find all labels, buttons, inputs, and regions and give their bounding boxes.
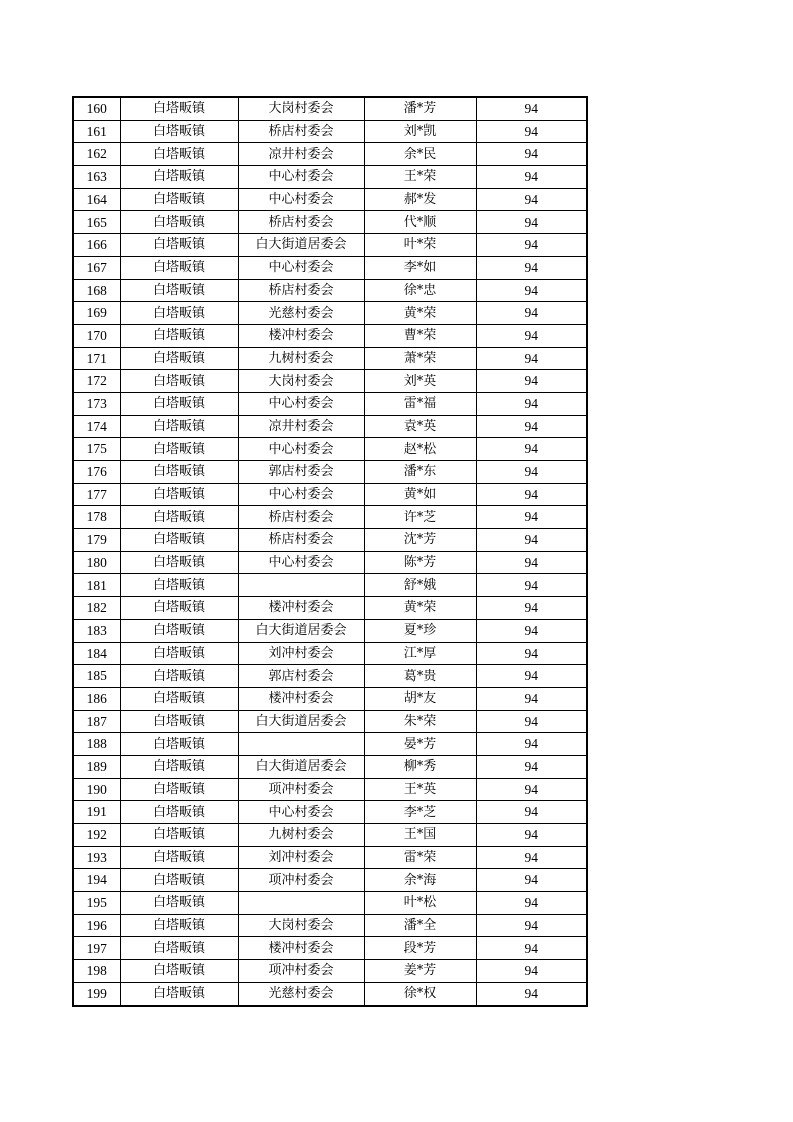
name-cell: 陈*芳 xyxy=(364,551,476,574)
score-cell: 94 xyxy=(476,234,587,257)
village-cell: 光慈村委会 xyxy=(238,982,364,1005)
score-cell: 94 xyxy=(476,415,587,438)
village-cell: 白大街道居委会 xyxy=(238,619,364,642)
table-row xyxy=(73,506,587,529)
table-row xyxy=(73,438,587,461)
row-number-cell: 172 xyxy=(73,370,120,393)
name-cell: 江*厚 xyxy=(364,642,476,665)
score-cell: 94 xyxy=(476,302,587,325)
town-cell: 白塔畈镇 xyxy=(120,415,238,438)
row-number-cell: 192 xyxy=(73,824,120,847)
row-number-cell: 193 xyxy=(73,846,120,869)
town-cell: 白塔畈镇 xyxy=(120,188,238,211)
score-cell: 94 xyxy=(476,256,587,279)
table-row xyxy=(73,937,587,960)
name-cell: 王*英 xyxy=(364,778,476,801)
village-cell: 大岗村委会 xyxy=(238,914,364,937)
name-cell: 徐*权 xyxy=(364,982,476,1005)
town-cell: 白塔畈镇 xyxy=(120,642,238,665)
village-cell: 项冲村委会 xyxy=(238,960,364,983)
village-cell: 大岗村委会 xyxy=(238,97,364,120)
village-cell: 刘冲村委会 xyxy=(238,846,364,869)
row-number-cell: 179 xyxy=(73,529,120,552)
table-row xyxy=(73,370,587,393)
score-cell: 94 xyxy=(476,801,587,824)
name-cell: 余*海 xyxy=(364,869,476,892)
table-row xyxy=(73,120,587,143)
village-cell: 凉井村委会 xyxy=(238,415,364,438)
name-cell: 黄*荣 xyxy=(364,597,476,620)
row-number-cell: 181 xyxy=(73,574,120,597)
row-number-cell: 198 xyxy=(73,960,120,983)
score-cell: 94 xyxy=(476,710,587,733)
village-cell: 桥店村委会 xyxy=(238,506,364,529)
town-cell: 白塔畈镇 xyxy=(120,143,238,166)
row-number-cell: 176 xyxy=(73,461,120,484)
village-cell: 九树村委会 xyxy=(238,824,364,847)
table-row xyxy=(73,256,587,279)
row-number-cell: 187 xyxy=(73,710,120,733)
village-cell: 郭店村委会 xyxy=(238,461,364,484)
town-cell: 白塔畈镇 xyxy=(120,869,238,892)
row-number-cell: 197 xyxy=(73,937,120,960)
village-cell: 光慈村委会 xyxy=(238,302,364,325)
table-row xyxy=(73,687,587,710)
village-cell: 桥店村委会 xyxy=(238,279,364,302)
name-cell: 袁*英 xyxy=(364,415,476,438)
row-number-cell: 175 xyxy=(73,438,120,461)
name-cell: 雷*福 xyxy=(364,392,476,415)
table-row xyxy=(73,846,587,869)
name-cell: 胡*友 xyxy=(364,687,476,710)
row-number-cell: 168 xyxy=(73,279,120,302)
name-cell: 徐*忠 xyxy=(364,279,476,302)
village-cell: 中心村委会 xyxy=(238,256,364,279)
row-number-cell: 180 xyxy=(73,551,120,574)
village-cell: 中心村委会 xyxy=(238,483,364,506)
name-cell: 曹*荣 xyxy=(364,324,476,347)
village-cell: 项冲村委会 xyxy=(238,869,364,892)
row-number-cell: 164 xyxy=(73,188,120,211)
town-cell: 白塔畈镇 xyxy=(120,529,238,552)
town-cell: 白塔畈镇 xyxy=(120,710,238,733)
table-row xyxy=(73,166,587,189)
name-cell: 李*芝 xyxy=(364,801,476,824)
row-number-cell: 183 xyxy=(73,619,120,642)
score-cell: 94 xyxy=(476,97,587,120)
table-row xyxy=(73,188,587,211)
row-number-cell: 163 xyxy=(73,166,120,189)
village-cell: 大岗村委会 xyxy=(238,370,364,393)
table-row xyxy=(73,960,587,983)
village-cell: 中心村委会 xyxy=(238,801,364,824)
table-row xyxy=(73,619,587,642)
table-row xyxy=(73,755,587,778)
name-cell: 叶*松 xyxy=(364,892,476,915)
town-cell: 白塔畈镇 xyxy=(120,324,238,347)
village-cell: 桥店村委会 xyxy=(238,211,364,234)
table-row xyxy=(73,302,587,325)
village-cell: 中心村委会 xyxy=(238,392,364,415)
score-cell: 94 xyxy=(476,937,587,960)
table-row xyxy=(73,914,587,937)
name-cell: 葛*贵 xyxy=(364,665,476,688)
score-cell: 94 xyxy=(476,982,587,1005)
town-cell: 白塔畈镇 xyxy=(120,302,238,325)
score-cell: 94 xyxy=(476,279,587,302)
town-cell: 白塔畈镇 xyxy=(120,506,238,529)
table-row xyxy=(73,483,587,506)
row-number-cell: 185 xyxy=(73,665,120,688)
village-cell: 中心村委会 xyxy=(238,166,364,189)
row-number-cell: 188 xyxy=(73,733,120,756)
town-cell: 白塔畈镇 xyxy=(120,574,238,597)
town-cell: 白塔畈镇 xyxy=(120,120,238,143)
score-cell: 94 xyxy=(476,869,587,892)
score-cell: 94 xyxy=(476,506,587,529)
score-cell: 94 xyxy=(476,642,587,665)
table-row xyxy=(73,597,587,620)
name-cell: 许*芝 xyxy=(364,506,476,529)
score-cell: 94 xyxy=(476,211,587,234)
name-cell: 段*芳 xyxy=(364,937,476,960)
row-number-cell: 182 xyxy=(73,597,120,620)
score-cell: 94 xyxy=(476,370,587,393)
score-cell: 94 xyxy=(476,892,587,915)
town-cell: 白塔畈镇 xyxy=(120,801,238,824)
row-number-cell: 166 xyxy=(73,234,120,257)
village-cell: 中心村委会 xyxy=(238,438,364,461)
row-number-cell: 169 xyxy=(73,302,120,325)
score-cell: 94 xyxy=(476,324,587,347)
name-cell: 晏*芳 xyxy=(364,733,476,756)
score-cell: 94 xyxy=(476,914,587,937)
town-cell: 白塔畈镇 xyxy=(120,733,238,756)
village-cell: 九树村委会 xyxy=(238,347,364,370)
row-number-cell: 171 xyxy=(73,347,120,370)
town-cell: 白塔畈镇 xyxy=(120,778,238,801)
town-cell: 白塔畈镇 xyxy=(120,597,238,620)
name-cell: 郝*发 xyxy=(364,188,476,211)
score-cell: 94 xyxy=(476,960,587,983)
name-cell: 雷*荣 xyxy=(364,846,476,869)
name-cell: 刘*英 xyxy=(364,370,476,393)
town-cell: 白塔畈镇 xyxy=(120,97,238,120)
table-row xyxy=(73,892,587,915)
town-cell: 白塔畈镇 xyxy=(120,256,238,279)
town-cell: 白塔畈镇 xyxy=(120,279,238,302)
town-cell: 白塔畈镇 xyxy=(120,438,238,461)
village-cell: 楼冲村委会 xyxy=(238,687,364,710)
table-row xyxy=(73,234,587,257)
name-cell: 赵*松 xyxy=(364,438,476,461)
score-cell: 94 xyxy=(476,392,587,415)
table-row xyxy=(73,642,587,665)
row-number-cell: 174 xyxy=(73,415,120,438)
town-cell: 白塔畈镇 xyxy=(120,824,238,847)
town-cell: 白塔畈镇 xyxy=(120,914,238,937)
row-number-cell: 167 xyxy=(73,256,120,279)
score-cell: 94 xyxy=(476,846,587,869)
score-cell: 94 xyxy=(476,483,587,506)
row-number-cell: 191 xyxy=(73,801,120,824)
score-cell: 94 xyxy=(476,347,587,370)
town-cell: 白塔畈镇 xyxy=(120,551,238,574)
row-number-cell: 177 xyxy=(73,483,120,506)
row-number-cell: 162 xyxy=(73,143,120,166)
score-cell: 94 xyxy=(476,619,587,642)
score-cell: 94 xyxy=(476,188,587,211)
town-cell: 白塔畈镇 xyxy=(120,846,238,869)
table-row xyxy=(73,392,587,415)
row-number-cell: 161 xyxy=(73,120,120,143)
town-cell: 白塔畈镇 xyxy=(120,937,238,960)
table-row xyxy=(73,461,587,484)
village-cell: 楼冲村委会 xyxy=(238,937,364,960)
score-cell: 94 xyxy=(476,461,587,484)
village-cell: 白大街道居委会 xyxy=(238,755,364,778)
name-cell: 萧*荣 xyxy=(364,347,476,370)
village-cell: 楼冲村委会 xyxy=(238,597,364,620)
town-cell: 白塔畈镇 xyxy=(120,370,238,393)
row-number-cell: 189 xyxy=(73,755,120,778)
town-cell: 白塔畈镇 xyxy=(120,392,238,415)
table-row xyxy=(73,279,587,302)
village-cell: 项冲村委会 xyxy=(238,778,364,801)
town-cell: 白塔畈镇 xyxy=(120,687,238,710)
name-cell: 夏*珍 xyxy=(364,619,476,642)
name-cell: 朱*荣 xyxy=(364,710,476,733)
row-number-cell: 184 xyxy=(73,642,120,665)
row-number-cell: 173 xyxy=(73,392,120,415)
town-cell: 白塔畈镇 xyxy=(120,211,238,234)
table-row xyxy=(73,211,587,234)
score-cell: 94 xyxy=(476,687,587,710)
score-cell: 94 xyxy=(476,551,587,574)
village-cell xyxy=(238,892,364,915)
table-row xyxy=(73,574,587,597)
table-row xyxy=(73,982,587,1005)
table-row xyxy=(73,733,587,756)
score-cell: 94 xyxy=(476,529,587,552)
score-cell: 94 xyxy=(476,778,587,801)
town-cell: 白塔畈镇 xyxy=(120,892,238,915)
village-cell: 凉井村委会 xyxy=(238,143,364,166)
score-cell: 94 xyxy=(476,438,587,461)
score-cell: 94 xyxy=(476,755,587,778)
table-row xyxy=(73,824,587,847)
village-cell: 桥店村委会 xyxy=(238,529,364,552)
table-row xyxy=(73,869,587,892)
town-cell: 白塔畈镇 xyxy=(120,166,238,189)
score-cell: 94 xyxy=(476,166,587,189)
name-cell: 舒*娥 xyxy=(364,574,476,597)
village-cell: 刘冲村委会 xyxy=(238,642,364,665)
row-number-cell: 160 xyxy=(73,97,120,120)
row-number-cell: 195 xyxy=(73,892,120,915)
score-cell: 94 xyxy=(476,824,587,847)
village-cell: 郭店村委会 xyxy=(238,665,364,688)
name-cell: 余*民 xyxy=(364,143,476,166)
name-cell: 潘*芳 xyxy=(364,97,476,120)
name-cell: 王*荣 xyxy=(364,166,476,189)
village-cell: 白大街道居委会 xyxy=(238,710,364,733)
score-cell: 94 xyxy=(476,597,587,620)
row-number-cell: 194 xyxy=(73,869,120,892)
score-cell: 94 xyxy=(476,143,587,166)
town-cell: 白塔畈镇 xyxy=(120,619,238,642)
town-cell: 白塔畈镇 xyxy=(120,982,238,1005)
table-row xyxy=(73,801,587,824)
table-row xyxy=(73,415,587,438)
name-cell: 黄*荣 xyxy=(364,302,476,325)
row-number-cell: 190 xyxy=(73,778,120,801)
score-cell: 94 xyxy=(476,574,587,597)
village-cell: 中心村委会 xyxy=(238,551,364,574)
town-cell: 白塔畈镇 xyxy=(120,483,238,506)
row-number-cell: 199 xyxy=(73,982,120,1005)
name-cell: 王*国 xyxy=(364,824,476,847)
town-cell: 白塔畈镇 xyxy=(120,755,238,778)
town-cell: 白塔畈镇 xyxy=(120,665,238,688)
roster-body xyxy=(73,97,587,1006)
row-number-cell: 178 xyxy=(73,506,120,529)
town-cell: 白塔畈镇 xyxy=(120,234,238,257)
row-number-cell: 170 xyxy=(73,324,120,347)
name-cell: 刘*凯 xyxy=(364,120,476,143)
row-number-cell: 165 xyxy=(73,211,120,234)
name-cell: 代*顺 xyxy=(364,211,476,234)
name-cell: 潘*全 xyxy=(364,914,476,937)
roster-table xyxy=(72,96,588,1007)
name-cell: 柳*秀 xyxy=(364,755,476,778)
score-cell: 94 xyxy=(476,120,587,143)
village-cell: 桥店村委会 xyxy=(238,120,364,143)
name-cell: 李*如 xyxy=(364,256,476,279)
village-cell xyxy=(238,733,364,756)
table-row xyxy=(73,710,587,733)
town-cell: 白塔畈镇 xyxy=(120,960,238,983)
score-cell: 94 xyxy=(476,733,587,756)
village-cell: 白大街道居委会 xyxy=(238,234,364,257)
table-row xyxy=(73,529,587,552)
table-row xyxy=(73,347,587,370)
table-row xyxy=(73,778,587,801)
town-cell: 白塔畈镇 xyxy=(120,461,238,484)
table-row xyxy=(73,97,587,120)
table-row xyxy=(73,665,587,688)
name-cell: 沈*芳 xyxy=(364,529,476,552)
name-cell: 姜*芳 xyxy=(364,960,476,983)
village-cell: 中心村委会 xyxy=(238,188,364,211)
score-cell: 94 xyxy=(476,665,587,688)
village-cell: 楼冲村委会 xyxy=(238,324,364,347)
table-row xyxy=(73,143,587,166)
name-cell: 潘*东 xyxy=(364,461,476,484)
table-row xyxy=(73,324,587,347)
row-number-cell: 186 xyxy=(73,687,120,710)
town-cell: 白塔畈镇 xyxy=(120,347,238,370)
table-row xyxy=(73,551,587,574)
village-cell xyxy=(238,574,364,597)
row-number-cell: 196 xyxy=(73,914,120,937)
name-cell: 叶*荣 xyxy=(364,234,476,257)
name-cell: 黄*如 xyxy=(364,483,476,506)
